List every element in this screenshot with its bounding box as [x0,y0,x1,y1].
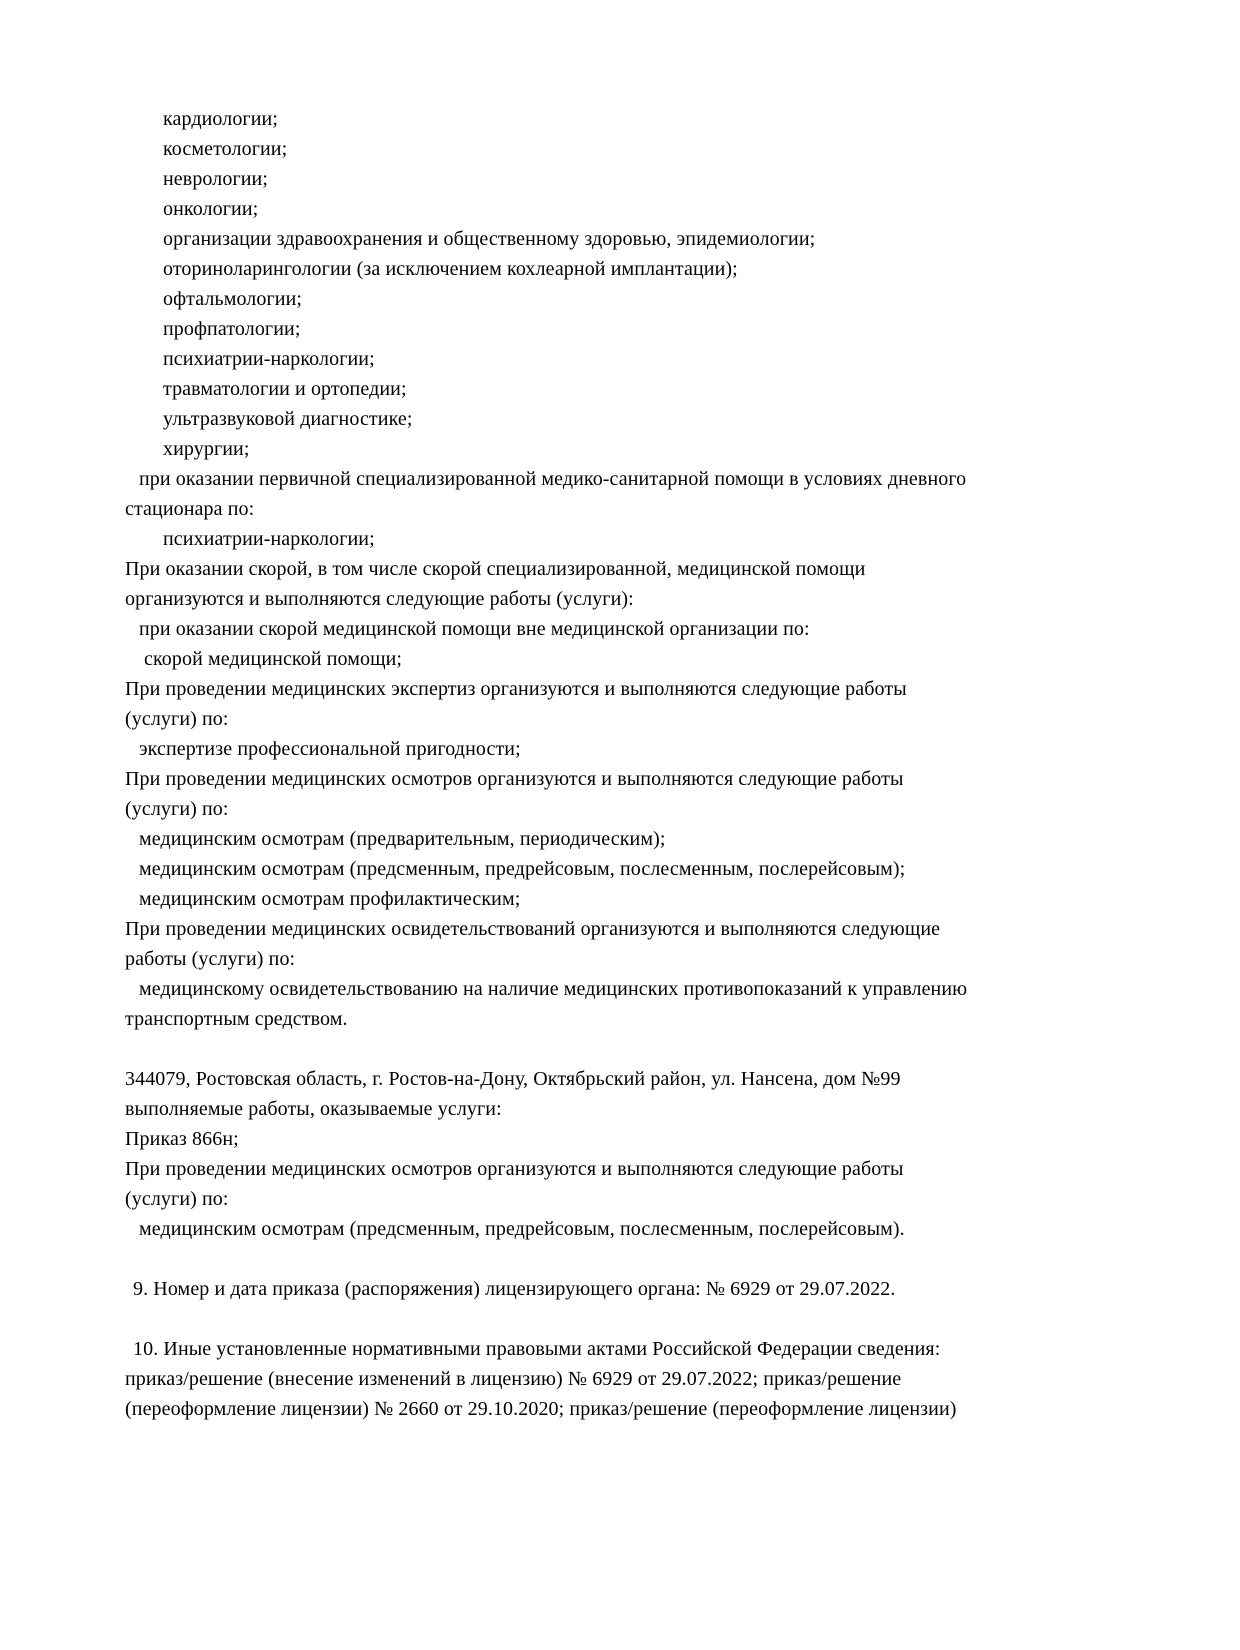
text-line: Приказ 866н; [125,1128,239,1150]
text-line: (услуги) по: [125,708,229,730]
text-line: при оказании первичной специализированной медико-санитарной помощи в условиях дневного [139,468,967,490]
text-line: (услуги) по: [125,1188,229,1210]
text-line: организации здравоохранения и общественному здоровью, эпидемиологии; [163,228,816,250]
text-line: косметологии; [163,138,288,160]
text-line: медицинскому освидетельствованию на наличие медицинских противопоказаний к управлению [139,978,968,1000]
text-line: 344079, Ростовская область, г. Ростов-на-Дону, Октябрьский район, ул. Нансена, дом №99 [125,1068,901,1090]
text-line: При проведении медицинских осмотров организуются и выполняются следующие работы [125,768,904,790]
text-line: медицинским осмотрам (предсменным, предрейсовым, послесменным, послерейсовым). [139,1218,905,1240]
text-line: При проведении медицинских освидетельствований организуются и выполняются следующие [125,918,941,940]
text-line: неврологии; [163,168,269,190]
text-line: транспортным средством. [125,1008,348,1030]
text-line: экспертизе профессиональной пригодности; [139,738,521,760]
text-line: хирургии; [163,438,250,460]
text-line: стационара по: [125,498,255,520]
text-line: выполняемые работы, оказываемые услуги: [125,1098,502,1120]
blank-line [125,1244,1120,1274]
text-line: приказ/решение (внесение изменений в лицензию) № 6929 от 29.07.2022; приказ/решение [125,1368,902,1390]
text-line: медицинским осмотрам профилактическим; [139,888,521,910]
text-line: (переоформление лицензии) № 2660 от 29.10.2020; приказ/решение (переоформление лицензии) [125,1398,957,1420]
text-line: кардиологии; [163,108,278,130]
text-line: медицинским осмотрам (предсменным, предрейсовым, послесменным, послерейсовым); [139,858,906,880]
text-line: При проведении медицинских осмотров организуются и выполняются следующие работы [125,1158,904,1180]
text-line: психиатрии-наркологии; [163,528,375,550]
text-line: ультразвуковой диагностике; [163,408,413,430]
blank-line [125,1034,1120,1064]
text-line: организуются и выполняются следующие работы (услуги): [125,588,634,610]
text-line: 10. Иные установленные нормативными правовыми актами Российской Федерации сведения: [133,1338,941,1360]
text-line: 9. Номер и дата приказа (распоряжения) лицензирующего органа: № 6929 от 29.07.2022. [133,1278,896,1300]
text-line: онкологии; [163,198,259,220]
text-line: медицинским осмотрам (предварительным, периодическим); [139,828,666,850]
text-line: оториноларингологии (за исключением кохлеарной имплантации); [163,258,738,280]
text-line: офтальмологии; [163,288,303,310]
text-line: При проведении медицинских экспертиз организуются и выполняются следующие работы [125,678,907,700]
text-line: скорой медицинской помощи; [144,648,403,670]
text-line: травматологии и ортопедии; [163,378,407,400]
text-line: профпатологии; [163,318,301,340]
text-line: При оказании скорой, в том числе скорой специализированной, медицинской помощи [125,558,866,580]
text-line: при оказании скорой медицинской помощи вне медицинской организации по: [139,618,810,640]
text-line: работы (услуги) по: [125,948,296,970]
text-line: (услуги) по: [125,798,229,820]
blank-line [125,1304,1120,1334]
text-line: психиатрии-наркологии; [163,348,375,370]
